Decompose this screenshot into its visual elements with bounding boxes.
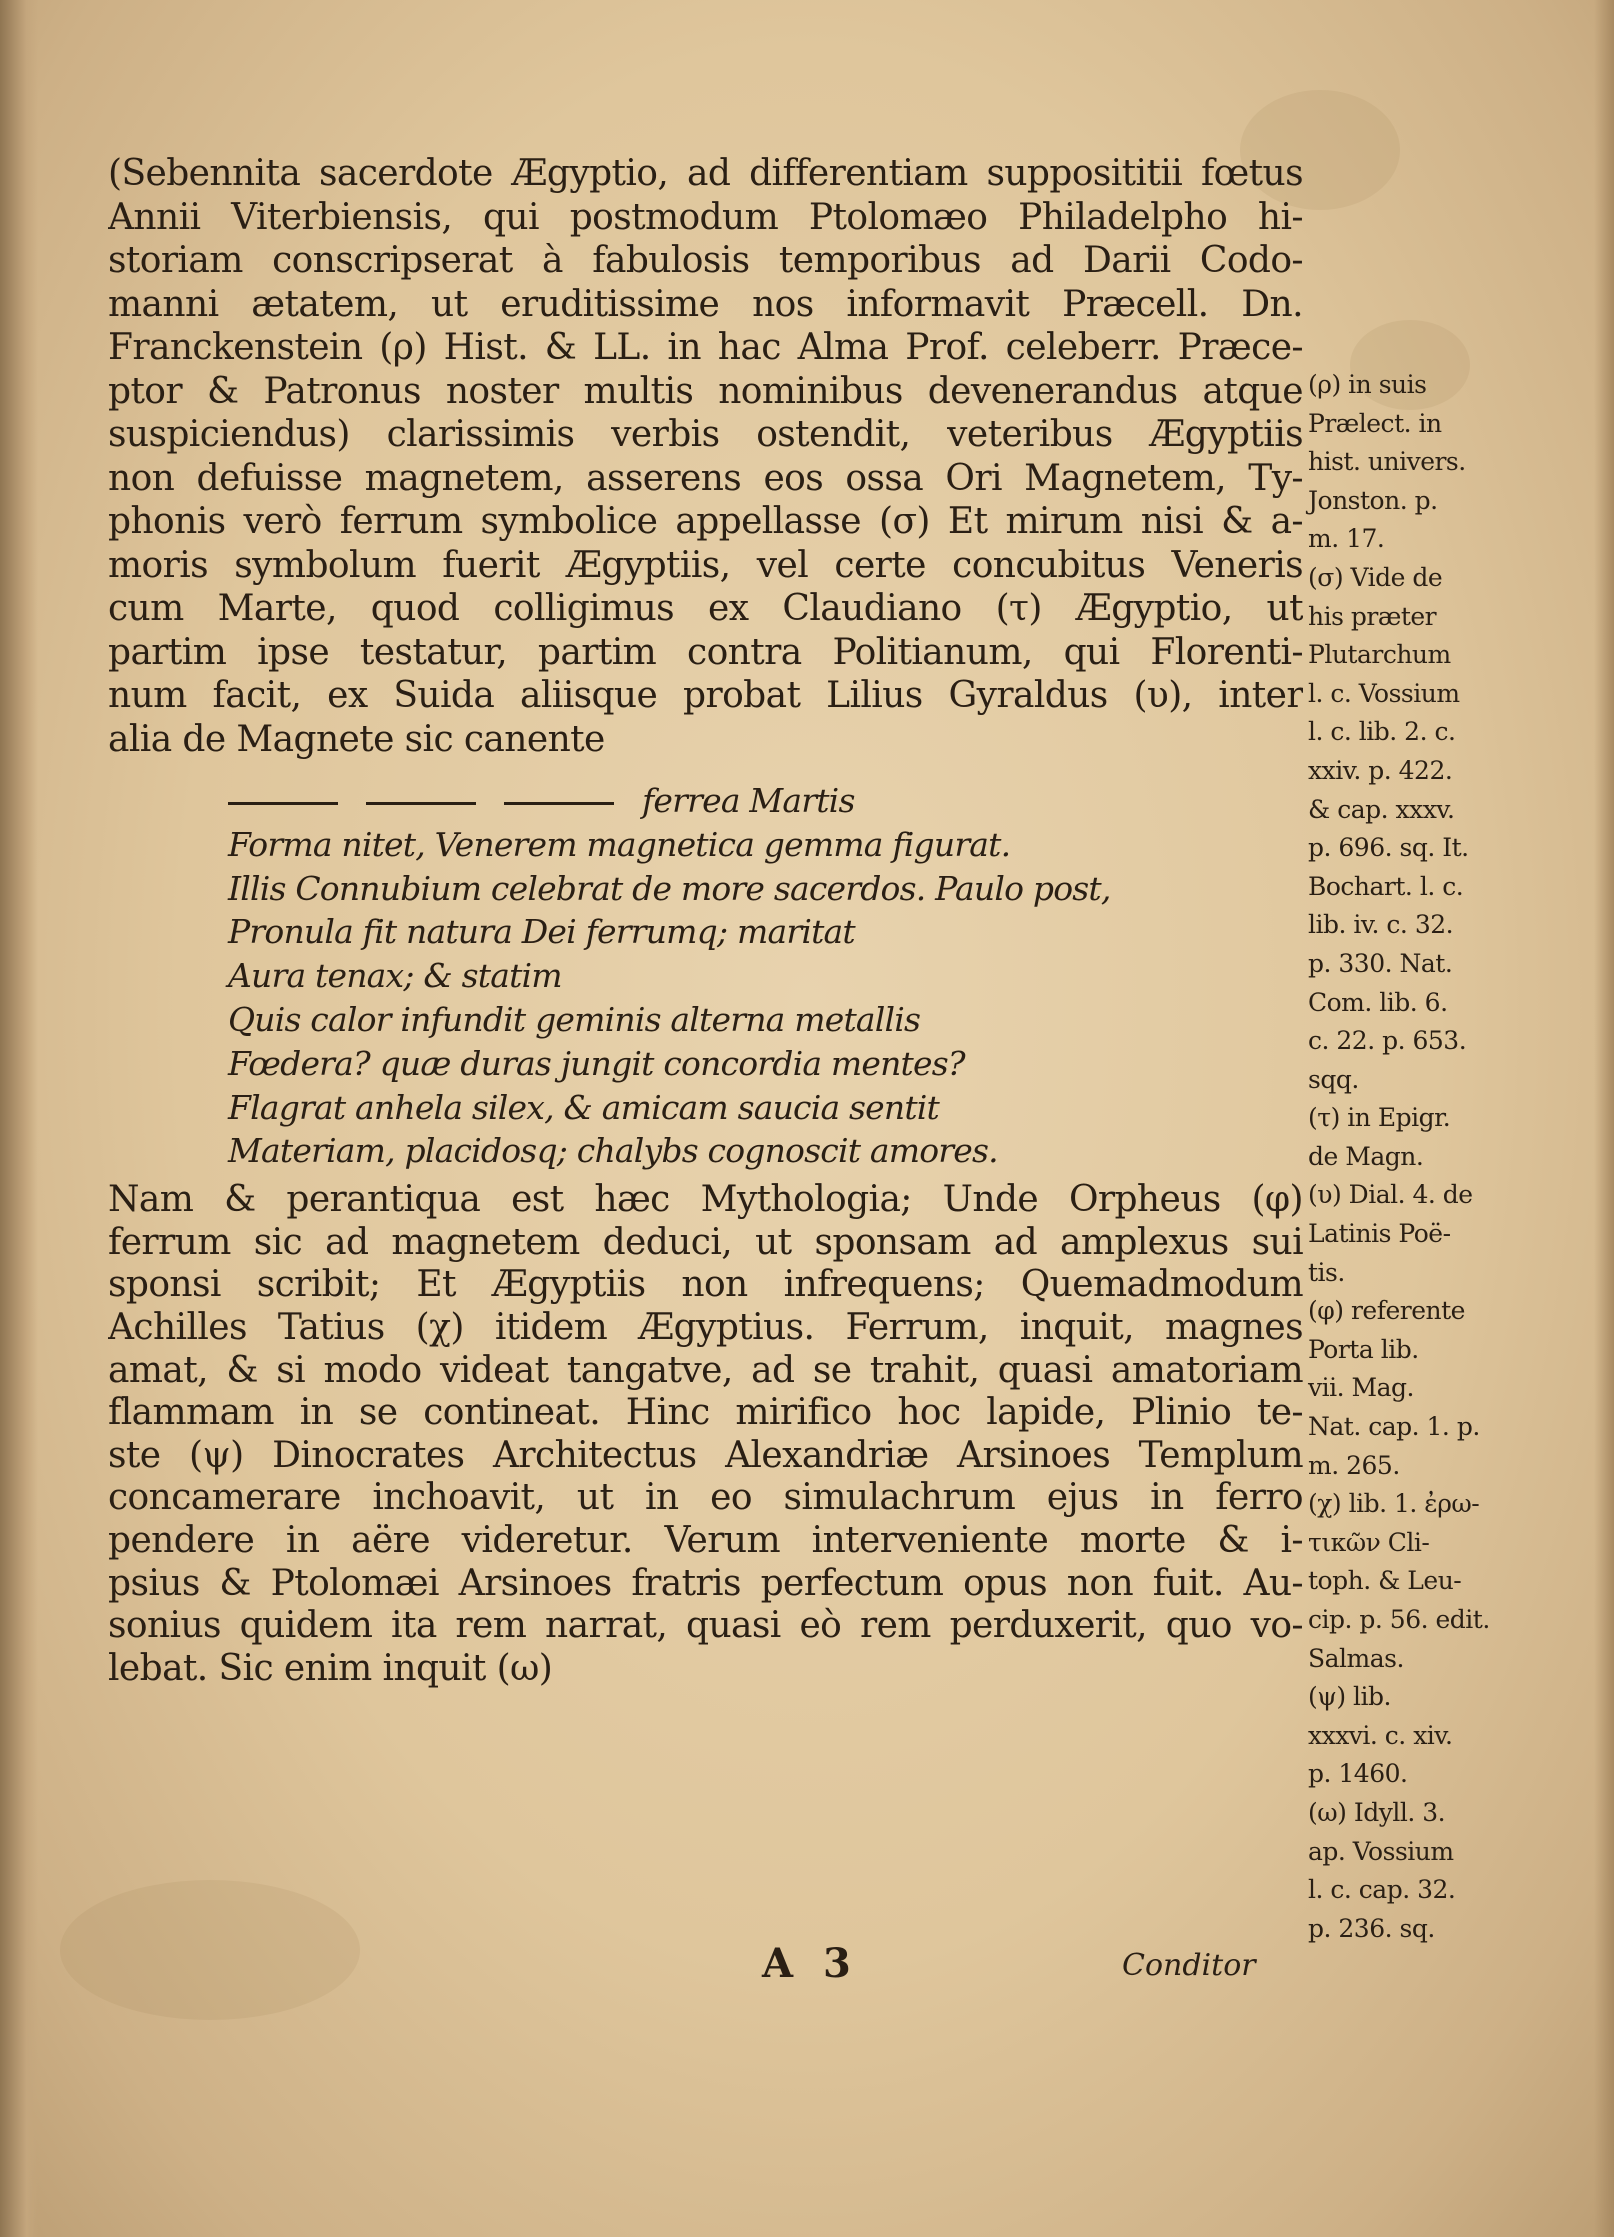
margin-note-line: de Magn. <box>1308 1141 1424 1171</box>
text-line: sonius quidem ita rem narrat, quasi eò rem perduxerit, quo vo- <box>108 1605 1303 1647</box>
text-line: Nam & perantiqua est hæc Mythologia; Unde Orpheus (φ) <box>108 1179 1303 1221</box>
margin-note-line: Jonston. p. <box>1308 485 1438 515</box>
margin-note-line: p. 236. sq. <box>1308 1913 1435 1943</box>
margin-note-line: Latinis Poë- <box>1308 1219 1451 1249</box>
verse-fragment: ferrea Martis <box>642 781 855 820</box>
margin-note-line: hist. univers. <box>1308 447 1466 477</box>
text-line: psius & Ptolomæi Arsinoes fratris perfectum opus non fuit. Au- <box>108 1562 1303 1604</box>
text-line: non defuisse magnetem, asserens eos ossa Ori Magnetem, Ty- <box>108 457 1303 499</box>
margin-note-line: vii. Mag. <box>1308 1373 1414 1403</box>
margin-note-line: p. 696. sq. It. <box>1308 833 1469 863</box>
margin-note-line: m. 17. <box>1308 524 1385 554</box>
signature-mark: A 3 <box>762 1940 859 1987</box>
margin-note-line: c. 22. p. 653. <box>1308 1026 1467 1056</box>
margin-note-line: (σ) Vide de <box>1308 562 1443 592</box>
text-line: Achilles Tatius (χ) itidem Ægyptius. Ferrum, inquit, magnes <box>108 1306 1303 1348</box>
marginal-notes <box>1308 366 1593 1948</box>
text-line: storiam conscripserat à fabulosis temporibus ad Darii Codo- <box>108 240 1303 281</box>
margin-note-line: m. 265. <box>1308 1450 1400 1480</box>
prose-block-2 <box>108 1179 1303 1690</box>
text-line: Franckenstein (ρ) Hist. & LL. in hac Alma Prof. celeberr. Præce- <box>108 327 1303 368</box>
verse-line: Aura tenax; & statim <box>228 956 562 996</box>
margin-note-line: Porta lib. <box>1308 1334 1419 1364</box>
margin-note-line: & cap. xxxv. <box>1308 794 1455 824</box>
text-line: lebat. Sic enim inquit (ω) <box>108 1647 553 1689</box>
verse-line: Pronula fit natura Dei ferrumq; maritat <box>228 912 855 952</box>
ellipsis-dash <box>228 802 338 805</box>
margin-note-line: xxiv. p. 422. <box>1308 755 1453 785</box>
ellipsis-dash <box>504 802 614 805</box>
text-line: (Sebennita sacerdote Ægyptio, ad differentiam supposititii fœtus <box>108 153 1303 194</box>
text-line: pendere in aëre videretur. Verum interveniente morte & i- <box>108 1519 1303 1561</box>
margin-note-line: Bochart. l. c. <box>1308 871 1464 901</box>
margin-note-line: toph. & Leu- <box>1308 1566 1462 1596</box>
margin-note-line: (φ) referente <box>1308 1296 1465 1326</box>
margin-note-line: xxxvi. c. xiv. <box>1308 1720 1453 1750</box>
margin-note-line: Nat. cap. 1. p. <box>1308 1412 1480 1442</box>
text-line: ste (ψ) Dinocrates Architectus Alexandriæ Arsinoes Templum <box>108 1434 1303 1476</box>
text-line: ferrum sic ad magnetem deduci, ut sponsam ad amplexus sui <box>108 1221 1303 1263</box>
margin-note-line: l. c. Vossium <box>1308 678 1460 708</box>
text-line: cum Marte, quod colligimus ex Claudiano (τ) Ægyptio, ut <box>108 588 1303 629</box>
catchword: Conditor <box>1122 1948 1256 1983</box>
margin-note-line: ap. Vossium <box>1308 1836 1454 1866</box>
margin-note-line: Prælect. in <box>1308 408 1442 438</box>
margin-note-line: tis. <box>1308 1257 1345 1287</box>
verse-line: Forma nitet, Venerem magnetica gemma figurat. <box>228 824 1011 864</box>
margin-note-line: (υ) Dial. 4. de <box>1308 1180 1473 1210</box>
text-line: ptor & Patronus noster multis nominibus devenerandus atque <box>108 370 1303 412</box>
margin-note-line: cip. p. 56. edit. <box>1308 1605 1490 1634</box>
main-text-column <box>108 152 1303 1690</box>
margin-note-line: Plutarchum <box>1308 640 1451 670</box>
text-line: sponsi scribit; Et Ægyptiis non infrequens; Quemadmodum <box>108 1264 1303 1306</box>
prose-block-1 <box>108 152 1303 761</box>
text-line: suspiciendus) clarissimis verbis ostendit, veteribus Ægyptiis <box>108 414 1303 455</box>
text-line: manni ætatem, ut eruditissime nos informavit Præcell. Dn. <box>108 283 1303 325</box>
text-line: flammam in se contineat. Hinc mirifico hoc lapide, Plinio te- <box>108 1392 1303 1434</box>
text-line: num facit, ex Suida aliisque probat Lilius Gyraldus (υ), inter <box>108 675 1303 716</box>
margin-note-line: τικῶν Cli- <box>1308 1527 1430 1557</box>
ellipsis-dash <box>366 802 476 805</box>
margin-note-line: (ω) Idyll. 3. <box>1308 1797 1446 1827</box>
text-line: partim ipse testatur, partim contra Politianum, qui Florenti- <box>108 631 1303 673</box>
text-line: moris symbolum fuerit Ægyptiis, vel certe concubitus Veneris <box>108 544 1303 586</box>
margin-note-line: p. 1460. <box>1308 1759 1408 1789</box>
text-line: alia de Magnete sic canente <box>108 718 605 760</box>
text-line: phonis verò ferrum symbolice appellasse (σ) Et mirum nisi & a- <box>108 501 1303 542</box>
verse-line: Illis Connubium celebrat de more sacerdos. Paulo post, <box>228 868 1111 908</box>
verse-line: Fœdera? quæ duras jungit concordia mentes? <box>228 1043 965 1083</box>
margin-note-line: lib. iv. c. 32. <box>1308 910 1454 940</box>
margin-note-line: Com. lib. 6. <box>1308 987 1448 1017</box>
margin-note-line: sqq. <box>1308 1064 1359 1094</box>
verse-line <box>228 779 1303 823</box>
margin-note-line: (χ) lib. 1. ἐρω- <box>1308 1489 1480 1519</box>
verse-line: Quis calor infundit geminis alterna metallis <box>228 999 921 1039</box>
text-line: Annii Viterbiensis, qui postmodum Ptolomæo Philadelpho hi- <box>108 196 1303 238</box>
verse-quotation <box>108 779 1303 1173</box>
margin-note-line: (ψ) lib. <box>1308 1682 1391 1712</box>
text-line: amat, & si modo videat tangatve, ad se trahit, quasi amatoriam <box>108 1349 1303 1391</box>
margin-note-line: l. c. lib. 2. c. <box>1308 717 1456 747</box>
margin-note-line: p. 330. Nat. <box>1308 948 1453 978</box>
text-line: concamerare inchoavit, ut in eo simulachrum ejus in ferro <box>108 1477 1303 1519</box>
margin-note-line: (ρ) in suis <box>1308 370 1427 399</box>
verse-line: Materiam, placidosq; chalybs cognoscit amores. <box>228 1131 998 1171</box>
margin-note-line: his præter <box>1308 601 1437 631</box>
paper-stain <box>60 1880 360 2020</box>
verse-line: Flagrat anhela silex, & amicam saucia sentit <box>228 1087 940 1127</box>
margin-note-line: (τ) in Epigr. <box>1308 1103 1451 1133</box>
margin-note-line: Salmas. <box>1308 1643 1404 1673</box>
margin-note-line: l. c. cap. 32. <box>1308 1875 1456 1905</box>
